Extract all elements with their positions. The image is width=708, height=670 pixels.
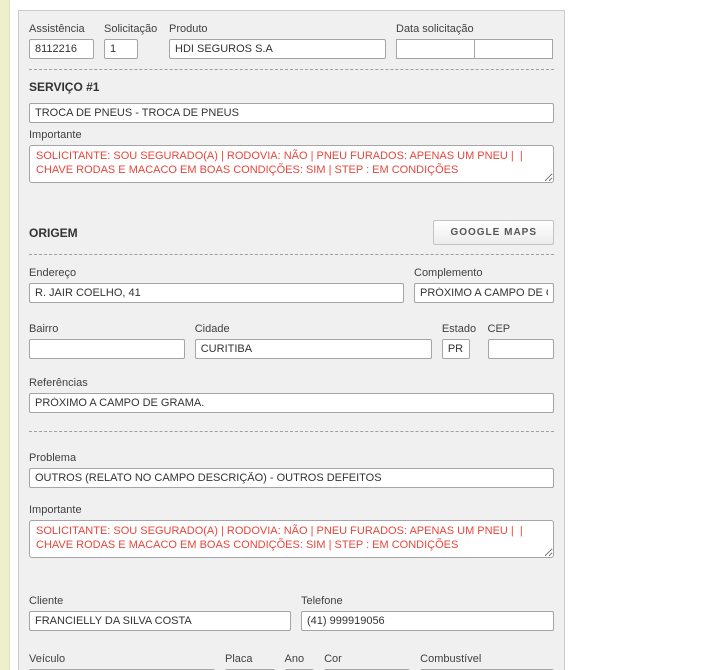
cor-label: Cor — [324, 653, 342, 665]
left-accent-strip — [0, 0, 10, 670]
data-solicitacao-label: Data solicitação — [396, 23, 474, 35]
bairro-row — [29, 323, 554, 359]
assistencia-field — [29, 23, 94, 59]
data-solicitacao-time-input[interactable] — [474, 39, 553, 59]
origem-section-header — [29, 220, 554, 245]
complemento-input[interactable] — [414, 283, 554, 303]
cliente-label: Cliente — [29, 595, 64, 607]
servico-tipo-input[interactable] — [29, 103, 554, 123]
dashed-separator — [29, 254, 554, 255]
veiculo-label: Veículo — [29, 653, 66, 665]
placa-field — [225, 653, 275, 670]
placa-label: Placa — [225, 653, 253, 665]
servico-importante-label: Importante — [29, 129, 82, 141]
origem-section-title: ORIGEM — [29, 225, 78, 240]
veiculo-field — [29, 653, 215, 670]
cliente-row — [29, 595, 554, 631]
produto-input[interactable] — [169, 39, 386, 59]
produto-label: Produto — [169, 23, 208, 35]
endereco-field — [29, 267, 404, 303]
problema-importante-textarea[interactable] — [29, 520, 554, 558]
estado-label: Estado — [441, 323, 477, 335]
complemento-label: Complemento — [414, 267, 483, 279]
cep-input[interactable] — [488, 339, 554, 359]
problema-label: Problema — [29, 452, 77, 464]
estado-field — [442, 323, 478, 359]
cliente-field — [29, 595, 291, 631]
cidade-field — [195, 323, 432, 359]
top-fields-row — [29, 23, 554, 59]
combustivel-label: Combustível — [420, 653, 482, 665]
google-maps-button[interactable]: GOOGLE MAPS — [433, 220, 554, 245]
problema-importante-field — [29, 504, 554, 563]
problema-input[interactable] — [29, 468, 554, 488]
data-solicitacao-inputs — [396, 39, 554, 59]
servico-section-title: SERVIÇO #1 — [29, 80, 100, 94]
referencias-label: Referências — [29, 377, 88, 389]
problema-field — [29, 452, 554, 488]
solicitacao-field — [104, 23, 159, 59]
produto-field — [169, 23, 386, 59]
cep-field — [488, 323, 554, 359]
veiculo-row — [29, 653, 554, 670]
assistencia-label: Assistência — [29, 23, 85, 35]
endereco-input[interactable] — [29, 283, 404, 303]
problema-importante-label: Importante — [29, 504, 82, 516]
assistencia-input[interactable] — [29, 39, 94, 59]
telefone-input[interactable] — [301, 611, 554, 631]
bairro-label: Bairro — [29, 323, 59, 335]
cliente-input[interactable] — [29, 611, 291, 631]
data-solicitacao-field — [396, 23, 554, 59]
ano-field — [285, 653, 315, 670]
cidade-label: Cidade — [194, 323, 230, 335]
estado-input[interactable] — [442, 339, 470, 359]
dashed-separator — [29, 431, 554, 432]
telefone-label: Telefone — [301, 595, 343, 607]
endereco-row — [29, 267, 554, 303]
endereco-label: Endereço — [29, 267, 77, 279]
assistance-form-card — [18, 10, 565, 670]
cidade-input[interactable] — [195, 339, 432, 359]
servico-importante-textarea[interactable] — [29, 145, 554, 183]
solicitacao-input[interactable] — [104, 39, 138, 59]
ano-label: Ano — [284, 653, 305, 665]
data-solicitacao-date-input[interactable] — [396, 39, 475, 59]
referencias-field — [29, 377, 554, 413]
dashed-separator — [29, 69, 554, 70]
telefone-field — [301, 595, 554, 631]
cor-field — [324, 653, 410, 670]
bairro-input[interactable] — [29, 339, 185, 359]
bairro-field — [29, 323, 185, 359]
referencias-input[interactable] — [29, 393, 554, 413]
complemento-field — [414, 267, 554, 303]
combustivel-field — [420, 653, 554, 670]
solicitacao-label: Solicitação — [104, 23, 158, 35]
cep-label: CEP — [487, 323, 511, 335]
